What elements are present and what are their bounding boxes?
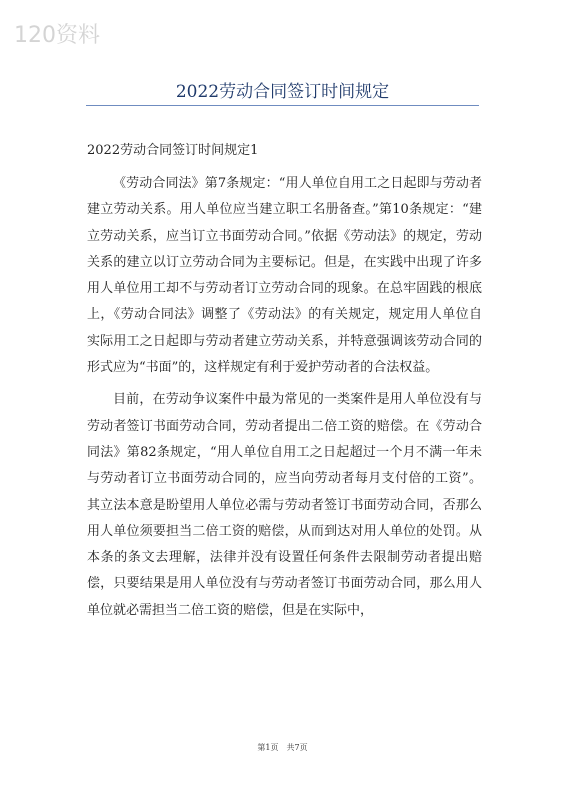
watermark-logo: 120资料 xyxy=(14,23,100,48)
document-title: 2022劳动合同签订时间规定 xyxy=(175,82,390,102)
document-body xyxy=(87,141,482,630)
section-heading: 2022劳动合同签订时间规定1 xyxy=(87,143,259,158)
body-paragraph-2: 目前，在劳动争议案件中最为常见的一类案件是用人单位没有与劳动者签订书面劳动合同，劳动者提出二倍工资的赔偿。在《劳动合同法》第82条规定，“用人单位自用工之日起超过一个月不满一年未与劳动者订立书面劳动合同的，应当向劳动者每月支付倍的工资”。其立法本意是盼望用人单位必需与劳动者签订书面劳动合同，否那么用人单位须要担当二倍工资的赔偿，从而到达对用人单位的处罚。从本条的条文去理解，法律并没有设置任何条件去限制劳动者提出赔偿，只要结果是用人单位没有与劳动者签订书面劳动合同，那么用人单位就必需担当二倍工资的赔偿，但是在实际中， xyxy=(87,392,482,618)
page-footer: 第1页 共7页 xyxy=(257,743,308,752)
title-divider xyxy=(86,105,479,106)
body-paragraph-1: 《劳动合同法》第7条规定：“用人单位自用工之日起即与劳动者建立劳动关系。用人单位应当建立职工名册备查。”第10条规定：“建立劳动关系，应当订立书面劳动合同。”依据《劳动法》的规定，劳动关系的建立以订立劳动合同为主要标记。但是，在实践中出现了许多用人单位用工却不与劳动者订立劳动合同的现象。在总牢固践的根底上，《劳动合同法》调整了《劳动法》的有关规定，规定用人单位自实际用工之日起即与劳动者建立劳动关系，并特意强调该劳动合同的形式应为“书面”的，这样规定有利于爱护劳动者的合法权益。 xyxy=(87,176,482,376)
